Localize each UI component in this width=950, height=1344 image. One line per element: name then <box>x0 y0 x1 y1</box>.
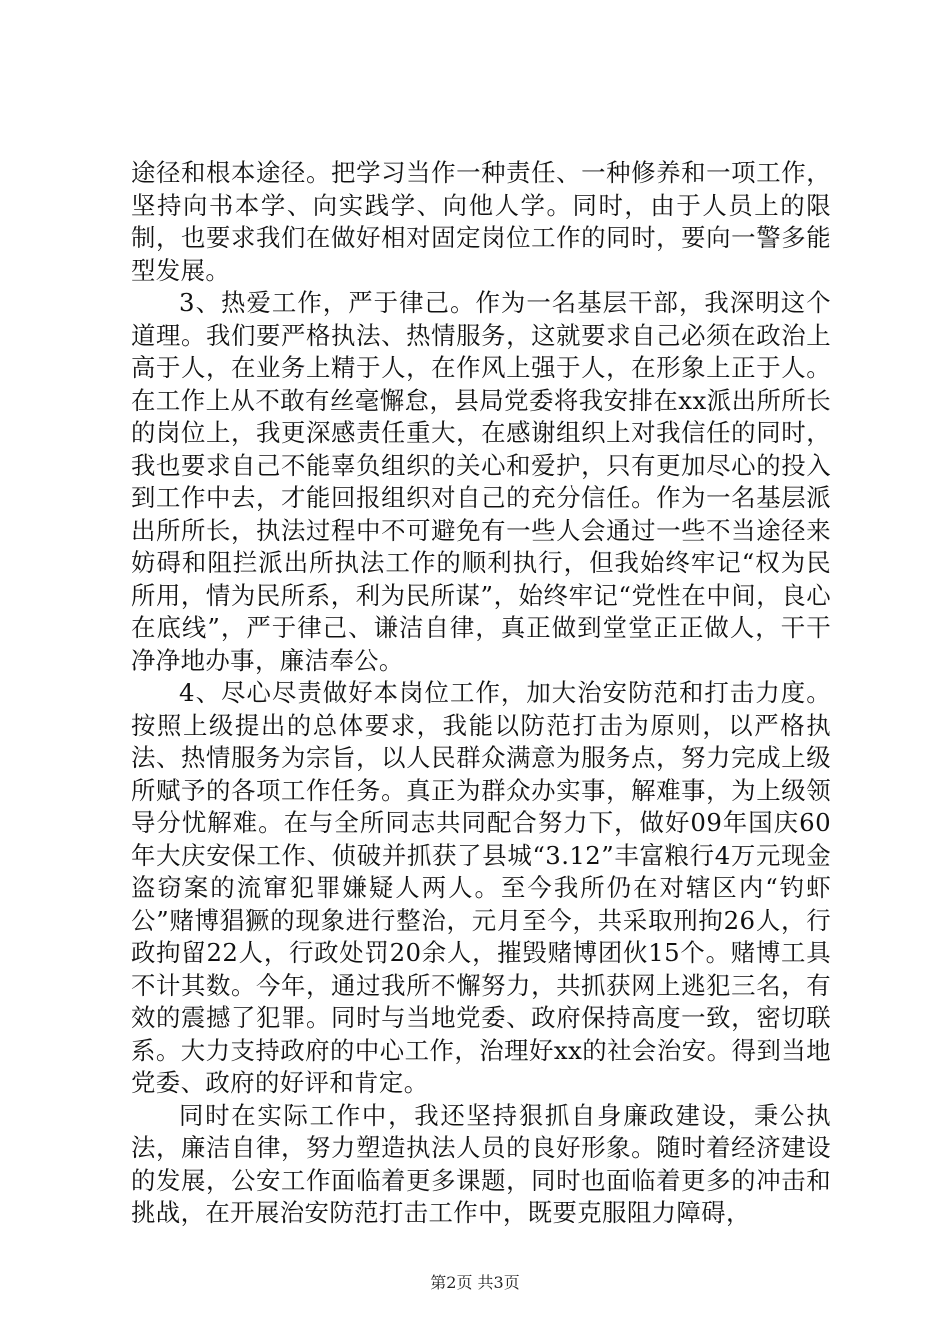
page-number-footer: 第2页 共3页 <box>430 1273 520 1292</box>
paragraph-integrity: 同时在实际工作中，我还坚持狠抓自身廉政建设，秉公执法，廉洁自律，努力塑造执法人员的良好形象。随时着经济建设的发展，公安工作面临着更多课题，同时也面临着更多的冲击和挑战，在开展治安防范打击工作中，既要克服阻力障碍， <box>131 1100 831 1227</box>
paragraph-discipline: 3、热爱工作，严于律己。作为一名基层干部，我深明这个道理。我们要严格执法、热情服务，这就要求自己必须在政治上高于人，在业务上精于人，在作风上强于人，在形象上正于人。在工作上从不敢有丝毫懈怠，县局党委将我安排在xx派出所所长的岗位上，我更深感责任重大，在感谢组织上对我信任的同时，我也要求自己不能辜负组织的关心和爱护，只有更加尽心的投入到工作中去，才能回报组织对自己的充分信任。作为一名基层派出所所长，执法过程中不可避免有一些人会通过一些不当途径来妨碍和阻拦派出所执法工作的顺利执行，但我始终牢记“权为民所用，情为民所系，利为民所谋”，始终牢记“党性在中间，良心在底线”，严于律己、谦洁自律，真正做到堂堂正正做人，干干净净地办事，廉洁奉公。 <box>131 288 831 675</box>
document-body <box>131 157 831 1230</box>
paragraph-study: 途径和根本途径。把学习当作一种责任、一种修养和一项工作，坚持向书本学、向实践学、向他人学。同时，由于人员上的限制，也要求我们在做好相对固定岗位工作的同时，要向一警多能型发展。 <box>131 158 831 285</box>
paragraph-duty: 4、尽心尽责做好本岗位工作，加大治安防范和打击力度。按照上级提出的总体要求，我能以防范打击为原则，以严格执法、热情服务为宗旨，以人民群众满意为服务点，努力完成上级所赋予的各项工作任务。真正为群众办实事，解难事，为上级领导分忧解难。在与全所同志共同配合努力下，做好09年国庆60年大庆安保工作、侦破并抓获了县城“3.12”丰富粮行4万元现金盗窃案的流窜犯罪嫌疑人两人。至今我所仍在对辖区内“钓虾公”赌博猖獗的现象进行整治，元月至今，共采取刑拘26人，行政拘留22人，行政处罚20余人，摧毁赌博团伙15个。赌博工具不计其数。今年，通过我所不懈努力，共抓获网上逃犯三名，有效的震撼了犯罪。同时与当地党委、政府保持高度一致，密切联系。大力支持政府的中心工作，治理好xx的社会治安。得到当地党委、政府的好评和肯定。 <box>131 678 831 1097</box>
